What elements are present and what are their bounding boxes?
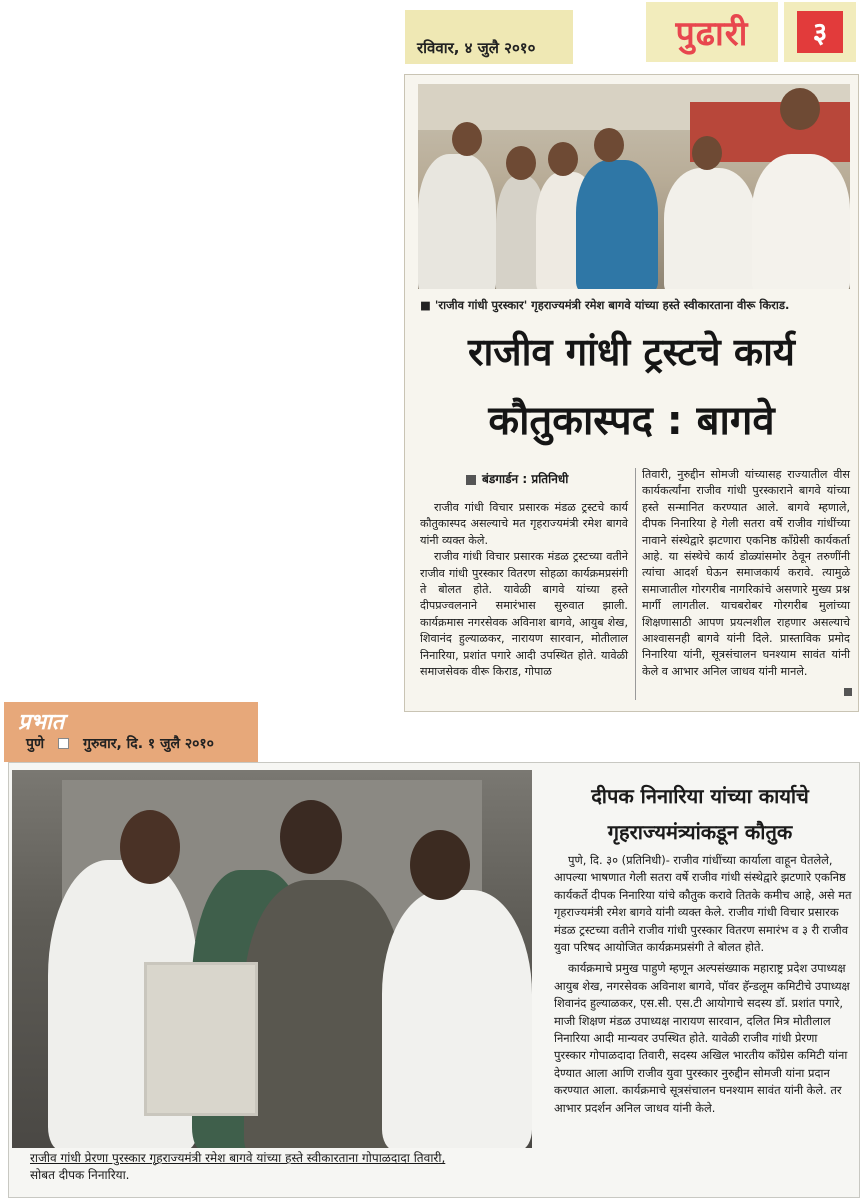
end-mark-icon — [844, 688, 852, 696]
prabhat-logo: प्रभात — [18, 710, 65, 735]
prabhat-masthead-band — [4, 702, 258, 762]
pudhari-masthead — [646, 2, 778, 62]
prabhat-headline-line2: गृहराज्यमंत्र्यांकडून कौतुक — [607, 820, 793, 844]
pudhari-column-1 — [420, 500, 628, 680]
bullet-icon — [466, 475, 476, 485]
prabhat-date: गुरुवार, दि. १ जुलै २०१० — [83, 736, 214, 752]
pudhari-logo: पुढारी — [675, 14, 749, 54]
award-frame — [144, 962, 258, 1116]
pudhari-byline: बंडगार्डन : प्रतिनिधी — [466, 470, 568, 487]
pudhari-headline-line1: राजीव गांधी ट्रस्टचे कार्य — [468, 330, 795, 374]
column-divider — [635, 468, 636, 700]
caption-line-1: राजीव गांधी प्रेरणा पुरस्कार गृहराज्यमंत्री रमेश बागवे यांच्या हस्ते स्वीकारताना गोपाळदादा तिवारी, — [30, 1151, 446, 1165]
prabhat-city: पुणे — [26, 736, 45, 752]
pudhari-paragraph: राजीव गांधी विचार प्रसारक मंडळ ट्रस्टच्या वतीने राजीव गांधी पुरस्कार वितरण सोहळा कार्यक्रमप्रसंगी ते बोलत होते. यावेळी बागवे यांच्या हस्ते दीपप्रज्वलनाने समारंभास सुरुवात झाली. कार्यक्रमास नगरसेवक अविनाश बागवे, आयुब शेख, शिवानंद हुल्याळकर, नारायण सारवान, मोतीलाल निनारिया, प्रशांत पगारे आदी उपस्थित होते. यावेळी समाजसेवक वीरू किराड, गोपाळ — [420, 550, 628, 679]
prabhat-photo-caption — [30, 1150, 530, 1184]
pudhari-date: रविवार, ४ जुलै २०१० — [405, 10, 573, 64]
pudhari-award-photo — [418, 84, 850, 289]
prabhat-award-photo — [12, 770, 532, 1148]
prabhat-article-body — [554, 852, 852, 1121]
pudhari-photo-caption: ■ 'राजीव गांधी पुरस्कार' गृहराज्यमंत्री रमेश बागवे यांच्या हस्ते स्वीकारताना वीरू किराड. — [420, 298, 790, 312]
caption-line-2: सोबत दीपक निनारिया. — [30, 1168, 130, 1182]
pudhari-headline-line2: कौतुकास्पद : बागवे — [488, 398, 775, 444]
prabhat-headline-line1: दीपक निनारिया यांच्या कार्याचे — [591, 784, 809, 808]
page-number-badge — [784, 2, 856, 62]
prabhat-paragraph: कार्यक्रमाचे प्रमुख पाहुणे म्हणून अल्पसंख्याक महाराष्ट्र प्रदेश उपाध्यक्ष आयुब शेख, नगरसेवक अविनाश बागवे, पॉवर हॅन्डलूम कमिटीचे उपाध्यक्ष शिवानंद हुल्याळकर, एस.सी. एस.टी आयोगाचे सदस्य डॉ. प्रशांत पगारे, माजी शिक्षण मंडळ उपाध्यक्ष नारायण सारवान, दलित मित्र मोतीलाल निनारिया आदी मान्यवर उपस्थित होते. यावेळी राजीव गांधी प्रेरणा पुरस्कार गोपाळदादा तिवारी, सदस्य अखिल भारतीय काँग्रेस कमिटी यांना देण्यात आला आणि राजीव युवा पुरस्कार नुरुद्दीन सोमजी यांना प्रदान करण्यात आला. कार्यक्रमाचे सूत्रसंचालन घनश्याम सावंत यांनी केले. तर आभार प्रदर्शन अनिल जाधव यांनी केले. — [554, 961, 850, 1115]
pudhari-paragraph: राजीव गांधी विचार प्रसारक मंडळ ट्रस्टचे कार्य कौतुकास्पद असल्याचे मत गृहराज्यमंत्री रमेश बागवे यांनी व्यक्त केले. — [420, 501, 628, 547]
page-number: ३ — [797, 11, 843, 53]
pudhari-column-2: तिवारी, नुरुद्दीन सोमजी यांच्यासह राज्यातील वीस कार्यकर्त्यांना राजीव गांधी पुरस्काराने बागवे यांच्या हस्ते सन्मानित करण्यात आले. बागवे म्हणाले, दीपक निनारिया हे गेली सतरा वर्षे राजीव गांधींच्या नावाने संस्थेद्वारे झटणारा एकनिष्ठ काँग्रेसी कार्यकर्ता आहे. या संस्थेचे कार्य डोळ्यांसमोर ठेवून तरुणींनी त्यांचा आदर्श घेऊन समाजकार्य करावे. त्यामुळे समाजातील गोरगरीब नागरिकांचे असणारे मुख्य प्रश्न मार्गी लागतील. याचबरोबर गोरगरीब मुलांच्या शिक्षणासाठी आपण प्रयत्नशील राहणार असल्याचे आश्वासनही बागवे यांनी दिले. प्रास्ताविक प्रमोद निनारिया यांनी, सूत्रसंचालन घनश्याम सावंत यांनी केले व आभार अनिल जाधव यांनी मानले. — [642, 468, 850, 678]
square-icon — [58, 738, 69, 749]
prabhat-paragraph: पुणे, दि. ३० (प्रतिनिधी)- राजीव गांधींच्या कार्याला वाहून घेतलेले, आपल्या भाषणात गेली सतरा वर्षे राजीव गांधी संस्थेद्वारे झटणारे एकनिष्ठ कार्यकर्ते दीपक निनारिया यांचे कौतुक करावे तितके कमीच आहे, असे मत गृहराज्यमंत्री रमेश बागवे यांनी व्यक्त केले. राजीव गांधी विचार प्रसारक मंडळ ट्रस्टच्या वतीने राजीव गांधी पुरस्कार वितरण समारंभ व ३ री राजीव युवा परिषद आयोजित कार्यक्रमप्रसंगी ते बोलत होते. — [554, 853, 852, 955]
